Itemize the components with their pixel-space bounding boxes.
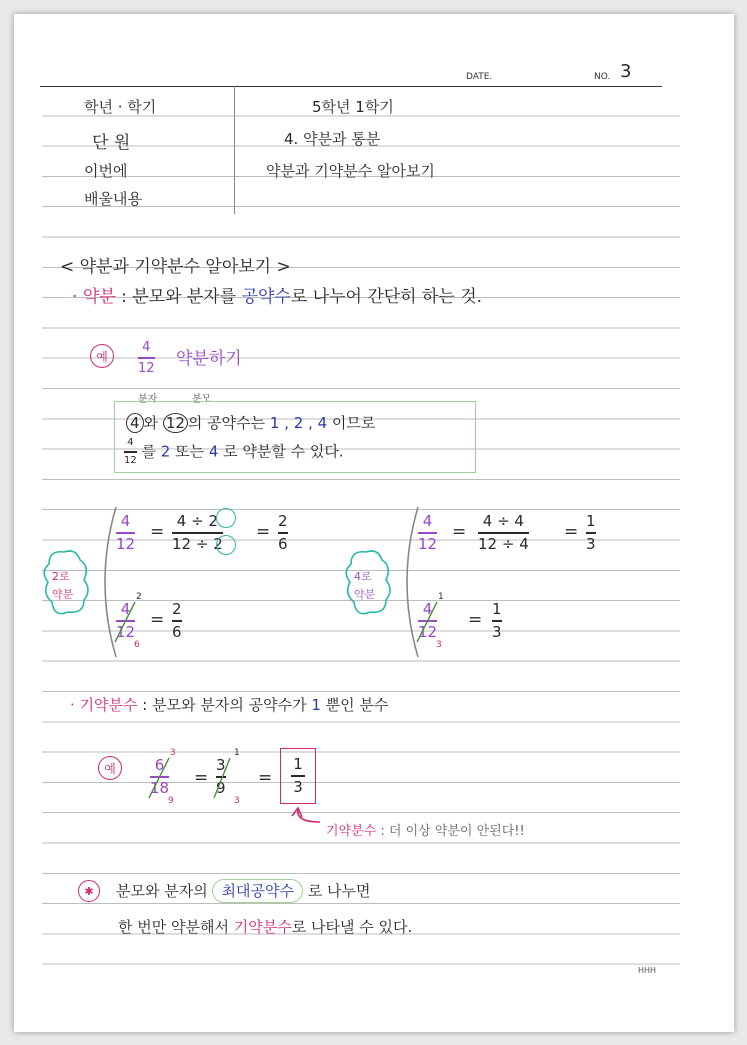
- right-f2-den: 12 ÷ 4: [478, 534, 529, 553]
- info-value-grade: 5학년 1학기: [312, 98, 394, 116]
- line1-text-d: 의 공약수는: [187, 414, 270, 432]
- right-f3-den: 3: [586, 534, 596, 553]
- note-term: 기약분수: [326, 824, 377, 839]
- example-frac-num: 4: [142, 340, 151, 355]
- bubble-right-bottom: 약분: [354, 588, 376, 601]
- info-label-unit: 단 원: [92, 133, 131, 153]
- bullet-2: ·: [70, 696, 75, 714]
- definition-text-b: 로 나누어 간단히 하는 것.: [290, 287, 483, 307]
- circled-4: 4: [126, 413, 144, 433]
- ex2-b-num: 3: [216, 756, 226, 774]
- left-f3-den: 6: [278, 534, 288, 553]
- left-r-den: 6: [172, 622, 182, 641]
- header-rule: [40, 86, 662, 87]
- example-mark-text: 예: [96, 349, 108, 364]
- left-eq-3: =: [150, 610, 165, 630]
- line2-text-c: 또는: [170, 442, 209, 461]
- number-label: NO.: [594, 72, 611, 82]
- right-f3-num: 1: [586, 512, 596, 530]
- section-title: < 약분과 기약분수 알아보기 >: [60, 257, 291, 277]
- left-cancel-sub: 6: [134, 640, 140, 650]
- right-f2-num: 4 ÷ 4: [482, 512, 524, 530]
- left-cancel-sup: 2: [136, 592, 142, 602]
- colon-2: :: [137, 696, 153, 714]
- right-c-den: 12: [418, 622, 438, 641]
- ex2-frac-a: [150, 756, 169, 796]
- notebook-page: [14, 14, 734, 1032]
- right-f1-den: 12: [418, 534, 438, 553]
- ex2-a-strike: [147, 756, 173, 800]
- tip-line1-a: 분모와 분자의: [116, 882, 213, 900]
- line1-text-e: 이므로: [327, 414, 376, 432]
- left-f3-num: 2: [278, 512, 288, 530]
- left-result: [172, 600, 182, 640]
- tip-mark-text: ✱: [84, 884, 94, 898]
- tip-line-1: [116, 880, 370, 901]
- annot-denominator: 분모: [192, 394, 212, 405]
- example-mark: [90, 344, 114, 368]
- right-cancel-sub: 3: [436, 640, 442, 650]
- right-c-num: 4: [422, 600, 433, 618]
- line2-text-a: 를: [136, 442, 161, 461]
- line2-text-e: 로 약분할 수 있다.: [218, 442, 344, 461]
- ex2-result-box: [280, 748, 316, 804]
- example2-mark-text: 예: [104, 761, 116, 776]
- right-cancel-frac: [418, 600, 437, 640]
- left-c-num: 4: [120, 600, 131, 618]
- left-f2-num: 4 ÷ 2: [176, 512, 218, 530]
- tip-line2-a: 한 번만 약분해서: [118, 918, 234, 936]
- line1-text-b: 와: [143, 414, 163, 432]
- right-frac-3: [586, 512, 596, 552]
- ex2-c-den: 3: [293, 777, 303, 796]
- info-label-lesson: 이번에: [84, 162, 128, 180]
- definition-reduction: [72, 282, 482, 307]
- right-r-num: 1: [492, 600, 502, 618]
- footer-mark: HHH: [638, 966, 657, 975]
- bubble-right-top: 4로: [354, 570, 372, 583]
- line2-frac-den: 12: [124, 454, 137, 466]
- left-cancel-frac: [116, 600, 135, 640]
- right-result: [492, 600, 502, 640]
- example-line-1: [126, 412, 375, 433]
- ex2-frac-b: [216, 756, 226, 796]
- ex2-note: [326, 820, 525, 839]
- example-line-2: [124, 438, 344, 466]
- annot-numerator: 분자: [138, 394, 158, 405]
- ex2-b-sup: 1: [234, 748, 240, 758]
- example-frac-den: 12: [138, 360, 155, 376]
- ex2-c-num: 1: [293, 755, 303, 774]
- ex2-a-num: 6: [154, 756, 165, 774]
- tip-line2-b: 로 나타낼 수 있다.: [291, 918, 413, 936]
- example-title: 약분하기: [176, 349, 242, 369]
- left-f2-den: 12 ÷ 2: [172, 534, 223, 553]
- definition-irreducible: [70, 694, 388, 715]
- info-value-lesson: 약분과 기약분수 알아보기: [266, 162, 435, 180]
- right-eq-1: =: [452, 522, 467, 542]
- bubble-left-bottom: 약분: [52, 588, 74, 601]
- keyword-one: 1: [311, 696, 321, 714]
- term-irreducible: 기약분수: [79, 696, 138, 714]
- left-circle-top: [216, 508, 236, 528]
- bubble-left-top: 2로: [52, 570, 70, 583]
- ex2-b-strike: [212, 756, 234, 800]
- arrow-icon: [286, 806, 326, 832]
- table-divider: [234, 86, 235, 214]
- left-circle-bottom: [216, 535, 236, 555]
- page-number: 3: [620, 61, 632, 82]
- date-label: DATE.: [466, 72, 493, 82]
- right-eq-3: =: [468, 610, 483, 630]
- keyword-gcd: 최대공약수: [212, 879, 302, 903]
- line2-frac-num: 4: [127, 437, 134, 448]
- ex2-eq-2: =: [258, 768, 273, 788]
- left-f1-num: 4: [120, 512, 131, 530]
- ex2-b-sub: 3: [234, 796, 240, 806]
- left-cancel-strike: [113, 600, 139, 644]
- example2-mark: [98, 756, 122, 780]
- keyword-irreducible: 기약분수: [233, 918, 292, 936]
- common-divisors: 1 , 2 , 4: [269, 414, 328, 432]
- info-label-content: 배울내용: [84, 190, 142, 208]
- left-c-den: 12: [116, 622, 136, 641]
- divisor-4: 4: [208, 442, 219, 461]
- tip-mark: [78, 880, 100, 902]
- bullet: ·: [72, 287, 78, 307]
- ex2-a-den: 18: [150, 778, 170, 797]
- ex2-a-sub: 9: [168, 796, 174, 806]
- right-frac-2: [478, 512, 529, 552]
- definition2-text-b: 뿐인 분수: [320, 696, 389, 714]
- right-cancel-sup: 1: [438, 592, 444, 602]
- left-r-num: 2: [172, 600, 182, 618]
- left-eq-2: =: [256, 522, 271, 542]
- right-margin: [680, 86, 734, 976]
- info-value-unit: 4. 약분과 통분: [284, 130, 381, 148]
- tip-line1-b: 로 나누면: [302, 882, 371, 900]
- ex2-b-den: 9: [216, 778, 226, 797]
- left-f1-den: 12: [116, 534, 136, 553]
- keyword-common-divisor: 공약수: [241, 287, 291, 307]
- right-cancel-strike: [415, 600, 441, 644]
- tip-line-2: [118, 916, 412, 937]
- left-frac-1: [116, 512, 135, 552]
- ex2-a-sup: 3: [170, 748, 176, 758]
- circled-12: 12: [163, 413, 188, 433]
- right-r-den: 3: [492, 622, 502, 641]
- left-frac-3: [278, 512, 288, 552]
- divisor-2: 2: [160, 442, 171, 461]
- term-reduction: 약분: [82, 287, 116, 307]
- colon: :: [115, 287, 133, 307]
- example-fraction: [138, 340, 155, 375]
- left-eq-1: =: [150, 522, 165, 542]
- note-text: : 더 이상 약분이 안된다!!: [376, 824, 525, 839]
- right-frac-1: [418, 512, 437, 552]
- right-eq-2: =: [564, 522, 579, 542]
- definition-text-a: 분모와 분자를: [132, 287, 242, 307]
- page-bottom-margin: [14, 976, 734, 1032]
- right-f1-num: 4: [422, 512, 433, 530]
- ex2-eq-1: =: [194, 768, 209, 788]
- definition2-text-a: 분모와 분자의 공약수가: [152, 696, 312, 714]
- info-label-grade: 학년 · 학기: [84, 98, 157, 116]
